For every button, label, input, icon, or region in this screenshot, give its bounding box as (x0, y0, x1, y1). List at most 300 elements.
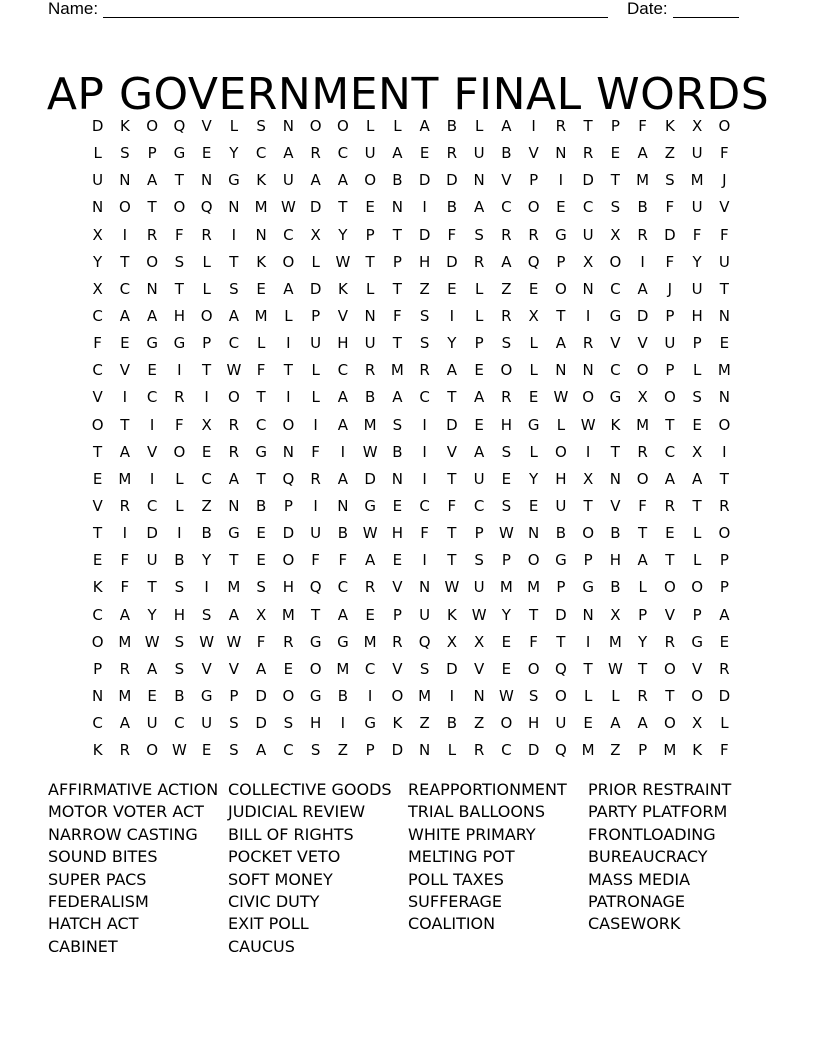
grid-letter: S (392, 415, 403, 434)
grid-letter: O (146, 741, 159, 760)
grid-letter: X (582, 469, 594, 488)
grid-letter: K (446, 605, 457, 624)
grid-letter: M (363, 415, 377, 434)
grid-letter: W (144, 632, 160, 651)
grid-letter: A (146, 171, 158, 190)
grid-letter: H (500, 415, 513, 434)
grid-letter: G (228, 524, 240, 543)
grid-letter: N (555, 144, 567, 163)
grid-letter: N (282, 117, 294, 135)
letter-grid (84, 113, 738, 764)
grid-letter: O (336, 117, 349, 135)
grid-letter: P (638, 741, 648, 760)
word-list-item: COLLECTIVE GOODS (228, 780, 392, 799)
grid-letter: V (201, 659, 212, 678)
grid-letter: N (718, 388, 730, 407)
grid-letter: O (309, 117, 322, 135)
grid-letter: B (174, 686, 185, 705)
grid-letter: L (474, 306, 484, 325)
grid-letter: O (554, 279, 567, 298)
grid-letter: V (228, 659, 239, 678)
grid-letter: O (282, 551, 295, 570)
grid-letter: A (255, 741, 267, 760)
grid-letter: E (120, 334, 130, 353)
grid-letter: X (201, 415, 212, 434)
grid-letter: T (147, 198, 157, 217)
grid-letter: T (256, 469, 266, 488)
grid-letter: E (256, 551, 266, 570)
grid-letter: T (583, 117, 593, 135)
grid-letter: N (201, 171, 213, 190)
grid-letter: R (501, 388, 512, 407)
grid-letter: B (337, 686, 349, 705)
grid-letter: R (501, 225, 512, 244)
grid-letter: M (336, 659, 350, 678)
grid-letter: C (146, 388, 158, 407)
grid-letter: S (174, 252, 185, 271)
grid-letter: V (92, 496, 103, 515)
grid-letter: R (664, 632, 676, 651)
grid-letter: W (471, 605, 487, 624)
grid-letter: O (146, 117, 159, 135)
grid-letter: K (664, 117, 675, 135)
grid-letter: F (420, 524, 429, 543)
grid-letter: L (284, 306, 293, 325)
grid-letter: C (610, 279, 621, 298)
grid-letter: B (610, 578, 621, 597)
grid-letter: I (340, 442, 346, 461)
grid-letter: G (609, 388, 622, 407)
grid-letter: A (228, 469, 239, 488)
grid-letter: N (282, 442, 294, 461)
word-list-item: SUFFERAGE (408, 892, 503, 912)
grid-letter: Y (529, 469, 539, 488)
grid-letter: F (175, 225, 184, 244)
grid-letter: Y (692, 252, 702, 271)
grid-letter: L (256, 334, 266, 353)
grid-letter: U (582, 225, 594, 244)
grid-letter: S (419, 306, 430, 325)
grid-letter: A (337, 469, 348, 488)
grid-letter: N (718, 306, 730, 325)
grid-letter: U (201, 714, 213, 733)
grid-letter: X (610, 225, 621, 244)
grid-letter: I (204, 388, 209, 407)
grid-letter: P (583, 551, 593, 570)
grid-letter: A (473, 388, 485, 407)
grid-letter: C (255, 144, 267, 163)
grid-letter: D (91, 117, 104, 135)
word-list-item: FEDERALISM (48, 892, 149, 912)
grid-letter: Y (501, 605, 511, 624)
grid-letter: R (637, 225, 648, 244)
grid-letter: N (582, 605, 594, 624)
grid-letter: Z (501, 279, 512, 298)
grid-letter: Z (337, 741, 349, 760)
grid-letter: N (391, 469, 403, 488)
grid-letter: R (664, 496, 676, 515)
grid-letter: G (364, 714, 376, 733)
grid-letter: C (255, 415, 267, 434)
grid-letter: A (501, 117, 512, 135)
grid-letter: V (446, 442, 457, 461)
grid-letter: X (92, 225, 103, 244)
grid-letter: G (527, 415, 540, 434)
word-list-column (588, 779, 768, 958)
grid-letter: F (338, 551, 348, 570)
grid-letter: D (282, 524, 295, 543)
grid-letter: O (500, 714, 513, 733)
grid-letter: S (256, 117, 266, 135)
word-list-item: MOTOR VOTER ACT (48, 802, 204, 822)
grid-letter: T (392, 334, 402, 353)
grid-letter: E (665, 524, 675, 543)
grid-letter: Z (201, 496, 212, 515)
grid-letter: F (447, 496, 457, 515)
grid-letter: I (422, 469, 427, 488)
grid-letter: R (201, 225, 212, 244)
grid-letter: X (92, 279, 103, 298)
grid-letter: T (311, 605, 321, 624)
grid-letter: Q (282, 469, 295, 488)
grid-letter: E (147, 361, 157, 380)
grid-letter: R (146, 225, 158, 244)
word-list (48, 779, 768, 958)
grid-letter: W (580, 415, 596, 434)
word-list-item: REAPPORTIONMENT (408, 780, 567, 799)
grid-letter: R (283, 632, 294, 651)
grid-letter: R (364, 361, 376, 380)
grid-letter: D (555, 605, 567, 624)
grid-letter: X (446, 632, 458, 651)
grid-letter: Q (173, 117, 186, 135)
grid-letter: R (228, 442, 240, 461)
grid-letter: C (92, 714, 103, 733)
grid-letter: Y (147, 605, 157, 624)
grid-letter: Y (229, 144, 239, 163)
grid-letter: F (120, 551, 130, 570)
grid-letter: I (558, 171, 564, 190)
grid-letter: I (585, 306, 591, 325)
grid-letter: Z (664, 144, 676, 163)
grid-letter: O (527, 198, 540, 217)
grid-letter: B (364, 388, 376, 407)
grid-letter: U (473, 469, 485, 488)
grid-letter: F (692, 225, 702, 244)
grid-letter: D (391, 741, 404, 760)
grid-letter: F (311, 442, 320, 461)
grid-letter: R (119, 496, 131, 515)
grid-letter: Q (554, 659, 567, 678)
grid-letter: O (718, 524, 731, 543)
grid-letter: L (692, 524, 702, 543)
grid-letter: L (529, 361, 538, 380)
grid-letter: T (638, 524, 648, 543)
grid-letter: A (146, 306, 158, 325)
grid-letter: R (719, 496, 730, 515)
grid-letter: P (365, 741, 375, 760)
grid-letter: O (282, 415, 295, 434)
grid-letter: C (582, 198, 594, 217)
grid-letter: U (419, 605, 431, 624)
grid-letter: U (691, 198, 703, 217)
grid-letter: N (119, 171, 131, 190)
grid-letter: N (419, 578, 431, 597)
grid-letter: T (692, 496, 702, 515)
word-list-item: SOUND BITES (48, 847, 158, 867)
grid-letter: O (663, 388, 676, 407)
grid-letter: D (309, 198, 322, 217)
grid-letter: V (337, 306, 348, 325)
grid-letter: R (637, 442, 648, 461)
grid-letter: E (201, 442, 212, 461)
grid-letter: I (122, 524, 128, 543)
grid-letter: I (422, 198, 427, 217)
grid-letter: S (501, 442, 512, 461)
grid-letter: V (146, 442, 158, 461)
grid-letter: M (254, 198, 268, 217)
grid-letter: I (149, 469, 155, 488)
grid-letter: U (146, 551, 158, 570)
grid-letter: S (419, 659, 430, 678)
grid-letter: Q (200, 198, 213, 217)
grid-letter: Z (419, 279, 430, 298)
word-list-item: POCKET VETO (228, 847, 341, 867)
grid-letter: U (555, 714, 567, 733)
grid-letter: T (556, 306, 566, 325)
grid-letter: G (555, 225, 567, 244)
grid-letter: C (174, 714, 185, 733)
grid-letter: R (310, 144, 321, 163)
grid-letter: B (392, 171, 403, 190)
grid-letter: Y (447, 334, 457, 353)
grid-letter: H (337, 334, 349, 353)
grid-letter: H (555, 469, 567, 488)
grid-letter: T (283, 361, 293, 380)
grid-letter: D (146, 524, 158, 543)
grid-letter: I (122, 388, 128, 407)
grid-letter: R (719, 659, 730, 678)
grid-letter: X (255, 605, 267, 624)
grid-letter: F (393, 306, 402, 325)
grid-letter: A (337, 415, 348, 434)
grid-letter: D (446, 415, 458, 434)
grid-letter: M (636, 415, 650, 434)
grid-letter: A (337, 388, 348, 407)
word-list-item: SOFT MONEY (228, 869, 333, 889)
grid-letter: S (474, 551, 484, 570)
grid-letter: R (582, 144, 594, 163)
grid-letter: T (147, 578, 157, 597)
grid-letter: H (173, 605, 186, 624)
grid-letter: G (364, 496, 376, 515)
grid-letter: R (555, 117, 567, 135)
grid-letter: M (636, 171, 650, 190)
grid-letter: A (719, 605, 730, 624)
grid-letter: C (283, 741, 294, 760)
grid-letter: A (228, 605, 239, 624)
grid-letter: X (637, 388, 648, 407)
grid-letter: E (392, 496, 403, 515)
word-list-item: CASEWORK (588, 914, 681, 934)
grid-letter: F (638, 117, 647, 135)
grid-letter: S (201, 605, 212, 624)
grid-letter: A (337, 171, 348, 190)
grid-letter: X (691, 714, 703, 733)
grid-letter: T (610, 171, 620, 190)
grid-letter: E (419, 144, 430, 163)
grid-letter: O (200, 306, 213, 325)
grid-letter: S (528, 686, 539, 705)
grid-letter: D (418, 225, 431, 244)
grid-letter: O (173, 442, 186, 461)
grid-letter: G (691, 632, 703, 651)
grid-letter: O (636, 469, 649, 488)
grid-letter: P (474, 524, 484, 543)
grid-letter: B (446, 117, 458, 135)
grid-letter: K (692, 741, 703, 760)
grid-letter: S (174, 659, 185, 678)
grid-letter: B (392, 442, 403, 461)
grid-letter: T (229, 252, 239, 271)
grid-letter: A (637, 279, 648, 298)
grid-letter: N (582, 279, 594, 298)
grid-letter: E (556, 198, 566, 217)
grid-letter: S (610, 198, 621, 217)
word-list-item: PARTY PLATFORM (588, 802, 728, 822)
grid-letter: L (311, 361, 320, 380)
word-list-item: SUPER PACS (48, 869, 147, 889)
grid-letter: P (93, 659, 103, 678)
grid-letter: U (364, 334, 376, 353)
grid-letter: V (473, 659, 485, 678)
grid-letter: L (447, 741, 457, 760)
grid-letter: P (638, 605, 648, 624)
grid-letter: T (202, 361, 212, 380)
grid-letter: G (337, 632, 349, 651)
grid-letter: O (582, 524, 595, 543)
grid-letter: A (501, 252, 512, 271)
grid-letter: S (256, 578, 266, 597)
grid-letter: R (473, 741, 485, 760)
grid-letter: F (256, 361, 266, 380)
grid-letter: C (92, 306, 103, 325)
grid-letter: E (147, 686, 157, 705)
grid-letter: E (392, 551, 403, 570)
grid-letter: A (419, 117, 430, 135)
word-list-item: HATCH ACT (48, 914, 139, 934)
grid-letter: O (282, 686, 295, 705)
grid-letter: L (229, 117, 239, 135)
grid-letter: C (92, 605, 103, 624)
header-line (48, 0, 740, 20)
grid-letter: I (422, 415, 427, 434)
grid-letter: P (692, 605, 702, 624)
grid-letter: L (202, 252, 211, 271)
grid-letter: M (527, 578, 541, 597)
page-title: AP GOVERNMENT FINAL WORDS (46, 69, 770, 121)
grid-letter: I (722, 442, 727, 461)
grid-letter: W (498, 524, 514, 543)
grid-letter: P (283, 496, 293, 515)
grid-letter: E (501, 469, 512, 488)
grid-letter: G (582, 578, 594, 597)
grid-letter: T (174, 279, 184, 298)
grid-letter: O (118, 198, 131, 217)
grid-letter: N (582, 361, 594, 380)
grid-letter: T (174, 171, 184, 190)
grid-letter: A (228, 306, 239, 325)
grid-letter: N (419, 741, 431, 760)
grid-letter: D (446, 171, 458, 190)
grid-letter: T (665, 686, 675, 705)
grid-letter: T (529, 605, 539, 624)
grid-letter: A (473, 442, 485, 461)
grid-letter: V (392, 578, 403, 597)
grid-letter: L (474, 117, 484, 135)
grid-letter: I (449, 686, 455, 705)
grid-letter: L (365, 117, 375, 135)
grid-letter: E (528, 496, 539, 515)
grid-letter: C (337, 361, 349, 380)
grid-letter: K (256, 171, 267, 190)
grid-letter: C (419, 388, 430, 407)
date-blank-line[interactable] (673, 3, 739, 18)
grid-letter: E (474, 415, 484, 434)
grid-letter: Y (93, 252, 103, 271)
name-blank-line[interactable] (103, 3, 608, 18)
grid-letter: V (92, 388, 103, 407)
grid-letter: H (691, 306, 703, 325)
grid-letter: C (283, 225, 294, 244)
grid-letter: X (528, 306, 539, 325)
grid-letter: I (177, 361, 182, 380)
grid-letter: I (449, 306, 455, 325)
grid-letter: W (199, 632, 215, 651)
grid-letter: L (692, 551, 702, 570)
grid-letter: C (473, 496, 485, 515)
grid-letter: G (555, 551, 567, 570)
grid-letter: L (365, 279, 375, 298)
grid-letter: L (175, 469, 184, 488)
grid-letter: S (283, 714, 294, 733)
grid-letter: C (228, 334, 240, 353)
grid-letter: Y (202, 551, 212, 570)
grid-letter: L (529, 442, 538, 461)
grid-letter: F (720, 225, 729, 244)
grid-letter: A (637, 551, 648, 570)
grid-letter: N (609, 469, 621, 488)
grid-letter: F (638, 496, 647, 515)
grid-letter: P (692, 334, 702, 353)
grid-letter: O (527, 659, 540, 678)
grid-letter: D (364, 469, 376, 488)
grid-letter: I (177, 524, 182, 543)
grid-letter: R (501, 306, 512, 325)
grid-letter: A (610, 714, 621, 733)
grid-letter: W (362, 524, 378, 543)
grid-letter: R (119, 659, 131, 678)
grid-letter: V (392, 659, 403, 678)
grid-letter: H (391, 524, 404, 543)
grid-letter: O (691, 578, 704, 597)
grid-letter: A (119, 306, 130, 325)
grid-letter: U (691, 279, 703, 298)
grid-letter: N (228, 198, 240, 217)
grid-letter: E (256, 524, 266, 543)
grid-letter: C (610, 361, 621, 380)
grid-letter: O (636, 361, 649, 380)
